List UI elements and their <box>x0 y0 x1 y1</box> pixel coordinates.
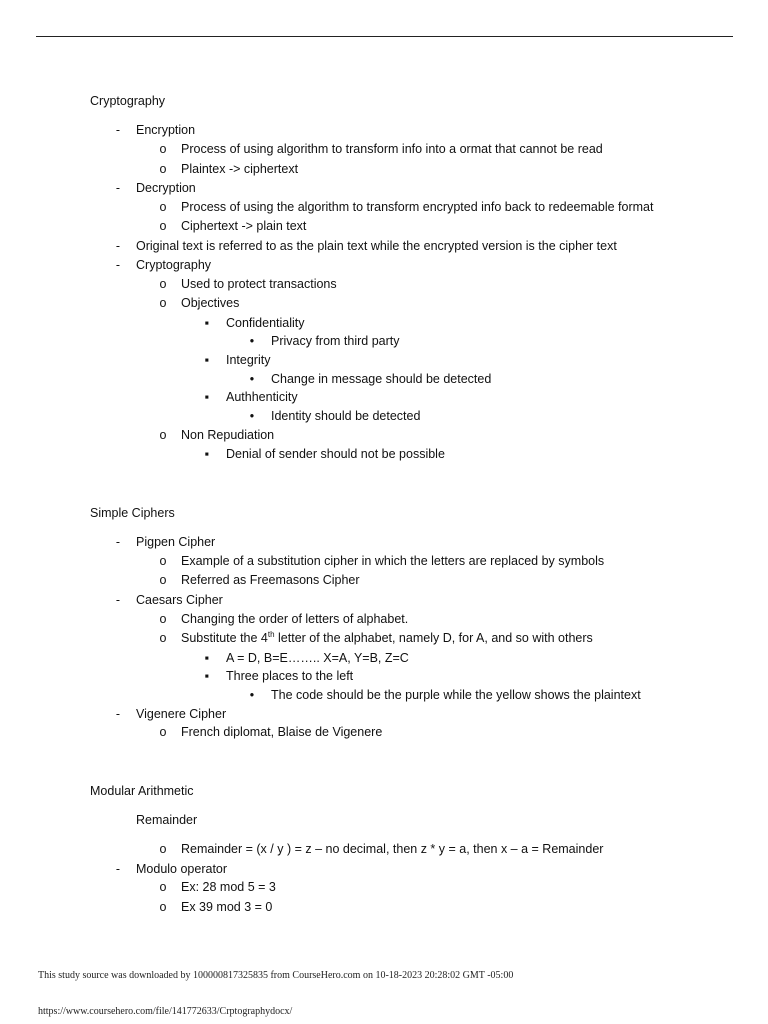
section-heading-cryptography: Cryptography <box>90 94 166 108</box>
dash-marker: - <box>115 593 121 607</box>
square-marker: ▪ <box>204 669 210 683</box>
circle-marker: o <box>159 900 167 914</box>
dot-marker: • <box>249 334 255 348</box>
dash-marker: - <box>115 707 121 721</box>
list-item-text: A = D, B=E…….. X=A, Y=B, Z=C <box>226 651 409 665</box>
dot-marker: • <box>249 409 255 423</box>
list-item-text: Original text is referred to as the plain text while the encrypted version is the cipher text <box>136 239 617 253</box>
list-item-text: Ciphertext -> plain text <box>181 219 307 233</box>
dash-marker: - <box>115 862 121 876</box>
circle-marker: o <box>159 428 167 442</box>
circle-marker: o <box>159 612 167 626</box>
list-item-text: Denial of sender should not be possible <box>226 447 445 461</box>
list-item-text: French diplomat, Blaise de Vigenere <box>181 725 383 739</box>
circle-marker: o <box>159 725 167 739</box>
list-item-text: Process of using the algorithm to transform encrypted info back to redeemable format <box>181 200 654 214</box>
square-marker: ▪ <box>204 390 210 404</box>
list-item-text: Caesars Cipher <box>136 593 223 607</box>
list-item-text: Encryption <box>136 123 196 137</box>
circle-marker: o <box>159 631 167 645</box>
circle-marker: o <box>159 219 167 233</box>
circle-marker: o <box>159 200 167 214</box>
subheading-remainder: Remainder <box>136 813 198 827</box>
dash-marker: - <box>115 123 121 137</box>
list-item-text: The code should be the purple while the yellow shows the plaintext <box>271 688 641 702</box>
list-item-text: Cryptography <box>136 258 212 272</box>
list-item-text: Change in message should be detected <box>271 372 492 386</box>
list-item-text: Identity should be detected <box>271 409 421 423</box>
list-item-text: Authhenticity <box>226 390 298 404</box>
list-item-text: Process of using algorithm to transform info into a ormat that cannot be read <box>181 142 603 156</box>
circle-marker: o <box>159 162 167 176</box>
section-heading-simple-ciphers: Simple Ciphers <box>90 506 175 520</box>
circle-marker: o <box>159 842 167 856</box>
list-item-text: Confidentiality <box>226 316 305 330</box>
dot-marker: • <box>249 372 255 386</box>
square-marker: ▪ <box>204 316 210 330</box>
dot-marker: • <box>249 688 255 702</box>
list-item-text: Objectives <box>181 296 240 310</box>
list-item-text: Example of a substitution cipher in which the letters are replaced by symbols <box>181 554 605 568</box>
list-item-text: Used to protect transactions <box>181 277 337 291</box>
list-item-text <box>181 631 593 645</box>
list-item-text: Three places to the left <box>226 669 354 683</box>
dash-marker: - <box>115 181 121 195</box>
circle-marker: o <box>159 142 167 156</box>
list-item-text: Decryption <box>136 181 196 195</box>
square-marker: ▪ <box>204 353 210 367</box>
text-before-superscript: Substitute the 4 <box>181 631 268 645</box>
list-item-text: Plaintex -> ciphertext <box>181 162 299 176</box>
dash-marker: - <box>115 239 121 253</box>
circle-marker: o <box>159 880 167 894</box>
list-item-text: Modulo operator <box>136 862 228 876</box>
list-item-text: Referred as Freemasons Cipher <box>181 573 360 587</box>
list-item-text: Changing the order of letters of alphabet. <box>181 612 409 626</box>
list-item-text: Ex 39 mod 3 = 0 <box>181 900 273 914</box>
circle-marker: o <box>159 277 167 291</box>
dash-marker: - <box>115 258 121 272</box>
source-url[interactable]: https://www.coursehero.com/file/141772633/Crptographydocx/ <box>38 1006 293 1017</box>
circle-marker: o <box>159 554 167 568</box>
download-source-note: This study source was downloaded by 100000817325835 from CourseHero.com on 10-18-2023 20:28:02 GMT -05:00 <box>38 970 514 981</box>
list-item-text: Ex: 28 mod 5 = 3 <box>181 880 276 894</box>
superscript: th <box>267 629 275 639</box>
square-marker: ▪ <box>204 651 210 665</box>
list-item-text: Pigpen Cipher <box>136 535 216 549</box>
section-heading-modular-arithmetic: Modular Arithmetic <box>90 784 194 798</box>
list-item-text: Vigenere Cipher <box>136 707 227 721</box>
dash-marker: - <box>115 535 121 549</box>
text-after-superscript: letter of the alphabet, namely D, for A, and so with others <box>274 631 593 645</box>
circle-marker: o <box>159 573 167 587</box>
circle-marker: o <box>159 296 167 310</box>
square-marker: ▪ <box>204 447 210 461</box>
list-item-text: Privacy from third party <box>271 334 400 348</box>
list-item-text: Integrity <box>226 353 271 367</box>
list-item-text: Remainder = (x / y ) = z – no decimal, then z * y = a, then x – a = Remainder <box>181 842 604 856</box>
list-item-text: Non Repudiation <box>181 428 275 442</box>
